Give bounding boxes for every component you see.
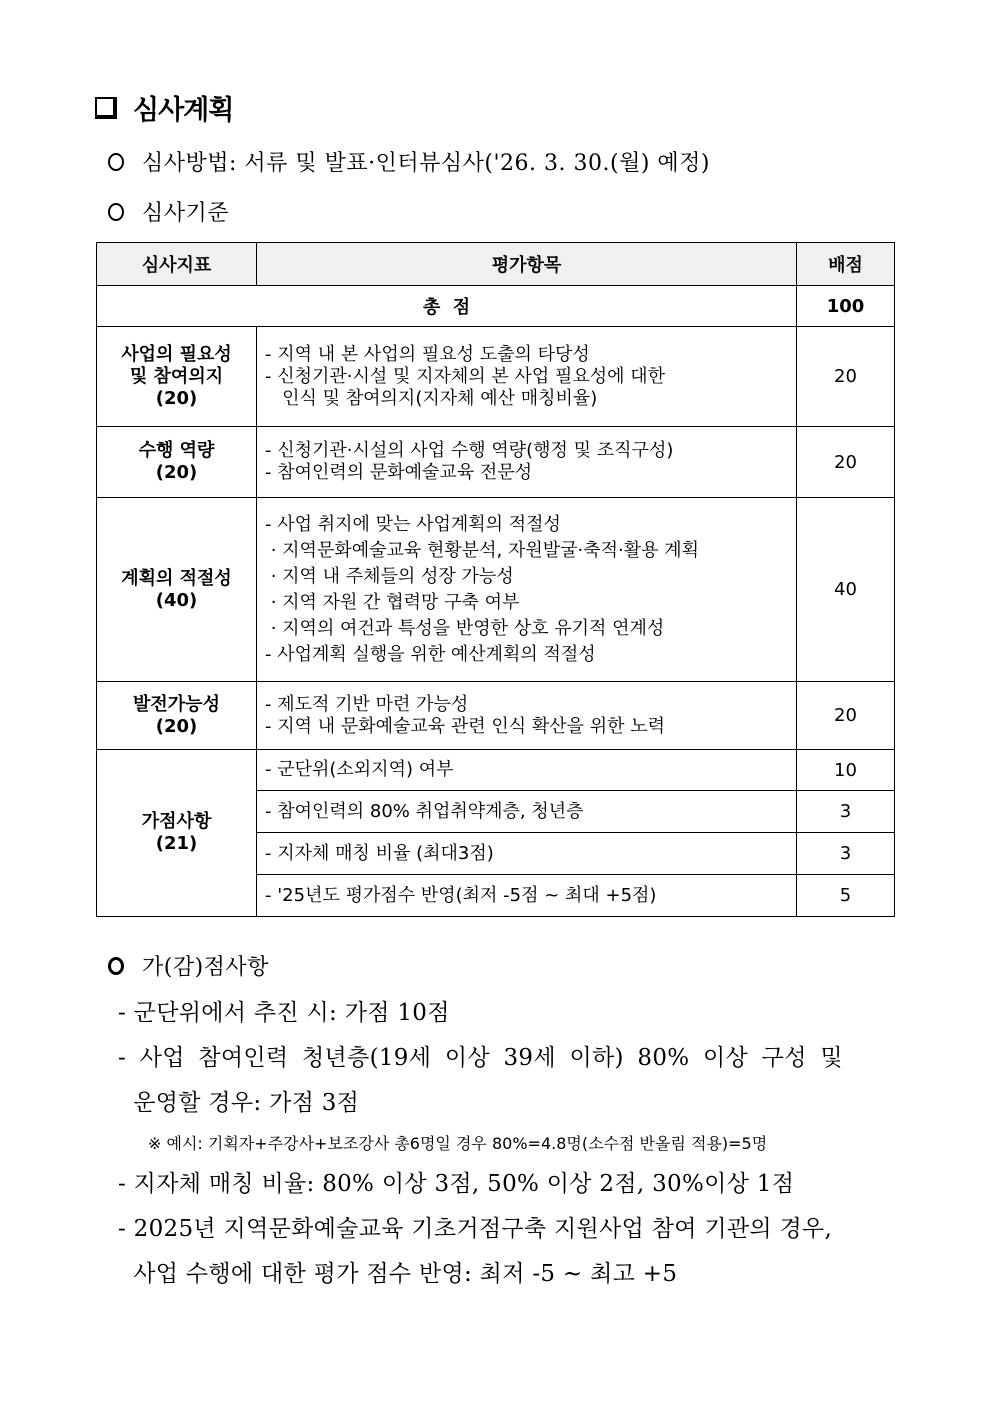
indicator-line: 발전가능성	[133, 693, 220, 715]
indicator-line: 계획의 적절성	[121, 567, 232, 589]
item-line: - 제도적 기반 마련 가능성	[265, 693, 469, 715]
review-criteria-heading	[108, 196, 229, 227]
adjustment-line: - 지자체 매칭 비율: 80% 이상 3점, 50% 이상 2점, 30%이상 1점	[118, 1171, 795, 1197]
item-line: - 지역 내 문화예술교육 관련 인식 확산을 위한 노력	[265, 715, 666, 737]
items-cell	[257, 682, 797, 750]
table-row	[97, 427, 895, 498]
indicator-cell	[97, 682, 257, 750]
items-cell	[257, 427, 797, 498]
item-line: - 신청기관·시설 및 지자체의 본 사업 필요성에 대한	[265, 365, 666, 387]
adjustment-line: - 군단위에서 추진 시: 가점 10점	[118, 1000, 450, 1026]
bonus-indicator-cell	[97, 750, 257, 917]
score-cell: 20	[797, 682, 895, 750]
indicator-cell	[97, 498, 257, 682]
bonus-item	[257, 875, 797, 917]
adjustment-line: 운영할 경우: 가점 3점	[118, 1090, 360, 1116]
criteria-table	[96, 242, 895, 917]
indicator-line: (20)	[155, 462, 198, 483]
adjustments-heading	[108, 950, 269, 981]
score-cell: 20	[797, 427, 895, 498]
review-method-text: 심사방법: 서류 및 발표·인터뷰심사('26. 3. 30.(월) 예정)	[142, 151, 710, 176]
total-score: 100	[797, 286, 895, 327]
bonus-score: 10	[797, 750, 895, 791]
items-cell	[257, 327, 797, 427]
score-cell: 40	[797, 498, 895, 682]
circle-bullet-icon	[108, 957, 124, 975]
items-cell	[257, 498, 797, 682]
indicator-line: 가점사항	[141, 811, 212, 832]
item-line: - 참여인력의 80% 취업취약계층, 청년층	[265, 800, 584, 822]
item-line: · 지역의 여건과 특성을 반영한 상호 유기적 연계성	[265, 617, 665, 639]
table-row	[97, 498, 895, 682]
header-items: 평가항목	[257, 243, 797, 286]
indicator-line: (40)	[155, 589, 198, 611]
circle-bullet-icon	[108, 203, 124, 221]
bonus-score: 3	[797, 833, 895, 875]
item-line: 인식 및 참여의지(지자체 예산 매칭비율)	[265, 387, 598, 409]
circle-bullet-icon	[108, 153, 124, 171]
review-method-line	[108, 146, 710, 177]
header-indicator: 심사지표	[97, 243, 257, 286]
total-label: 총 점	[97, 286, 797, 327]
bonus-item	[257, 833, 797, 875]
bonus-item	[257, 791, 797, 833]
indicator-line: (20)	[155, 387, 198, 409]
item-line: - 사업 취지에 맞는 사업계획의 적절성	[265, 513, 561, 535]
indicator-line: (21)	[155, 833, 198, 854]
indicator-line: 수행 역량	[138, 440, 215, 461]
item-line: - 군단위(소외지역) 여부	[265, 759, 454, 780]
indicator-line: 사업의 필요성	[121, 343, 232, 365]
adjustment-line: - 2025년 지역문화예술교육 기초거점구축 지원사업 참여 기관의 경우,	[118, 1216, 833, 1242]
total-row	[97, 286, 895, 327]
adjustment-line: - 사업 참여인력 청년층(19세 이상 39세 이하) 80% 이상 구성 및	[118, 1045, 843, 1071]
checkbox-square-icon	[95, 97, 117, 119]
table-header-row	[97, 243, 895, 286]
table-row	[97, 682, 895, 750]
adjustment-line: 사업 수행에 대한 평가 점수 반영: 최저 -5 ~ 최고 +5	[118, 1261, 678, 1287]
header-score: 배점	[797, 243, 895, 286]
item-line: - 참여인력의 문화예술교육 전문성	[265, 462, 533, 483]
review-criteria-text: 심사기준	[142, 201, 230, 226]
indicator-line: (20)	[155, 715, 198, 737]
item-line: · 지역 내 주체들의 성장 가능성	[265, 565, 514, 587]
example-note: ※ 예시: 기획자+주강사+보조강사 총6명일 경우 80%=4.8명(소수점 반올림 적용)=5명	[148, 1134, 768, 1153]
bonus-item	[257, 750, 797, 791]
item-line: - '25년도 평가점수 반영(최저 -5점 ~ 최대 +5점)	[265, 884, 657, 906]
item-line: - 사업계획 실행을 위한 예산계획의 적절성	[265, 643, 596, 665]
score-cell: 20	[797, 327, 895, 427]
indicator-cell	[97, 427, 257, 498]
adjustments-heading-text: 가(감)점사항	[142, 955, 269, 980]
item-line: · 지역 자원 간 협력망 구축 여부	[265, 591, 520, 613]
table-row	[97, 327, 895, 427]
section-title	[95, 88, 233, 127]
indicator-line: 및 참여의지	[129, 365, 224, 387]
item-line: - 지역 내 본 사업의 필요성 도출의 타당성	[265, 343, 590, 365]
section-title-text: 심사계획	[133, 95, 234, 126]
bonus-score: 5	[797, 875, 895, 917]
bonus-row	[97, 750, 895, 791]
item-line: - 신청기관·시설의 사업 수행 역량(행정 및 조직구성)	[265, 440, 674, 461]
indicator-cell	[97, 327, 257, 427]
item-line: - 지자체 매칭 비율 (최대3점)	[265, 842, 494, 864]
item-line: · 지역문화예술교육 현황분석, 자원발굴·축적·활용 계획	[265, 539, 700, 561]
bonus-score: 3	[797, 791, 895, 833]
